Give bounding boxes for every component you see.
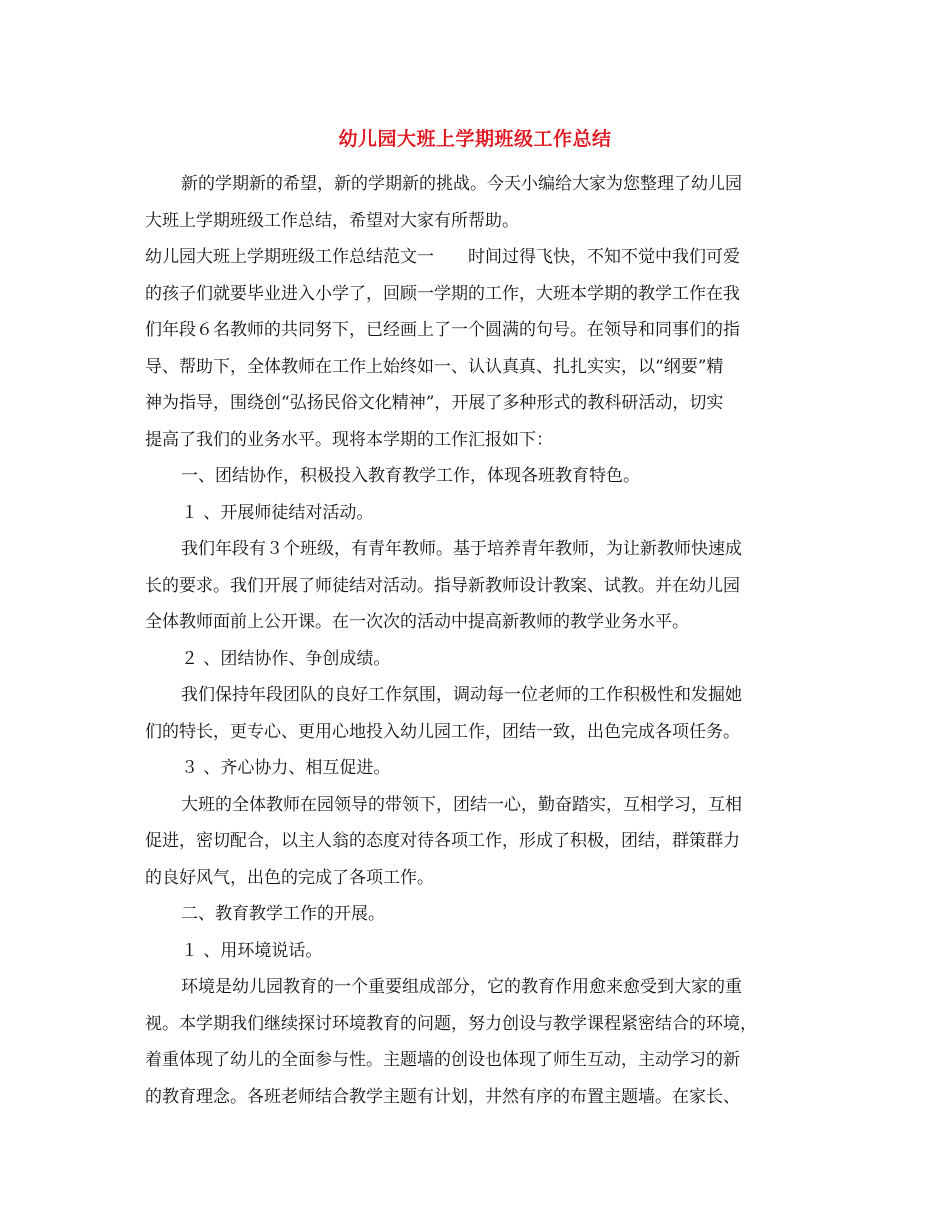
body-line: 大班上学期班级工作总结，希望对大家有所帮助。 — [145, 210, 519, 231]
document-title: 幼儿园大班上学期班级工作总结 — [338, 128, 612, 150]
body-line: 的良好风气，出色的完成了各项工作。 — [145, 867, 434, 888]
body-line: 大班的全体教师在园领导的带领下，团结一心，勤奋踏实，互相学习，互相 — [181, 794, 742, 815]
subsection-heading: ３ 、齐心协力、相互促进。 — [181, 758, 391, 778]
document-body — [145, 166, 810, 1115]
body-line: 的教育理念。各班老师结合教学主题有计划，井然有序的布置主题墙。在家长、 — [145, 1086, 740, 1107]
body-line: 环境是幼儿园教育的一个重要组成部分，它的教育作用愈来愈受到大家的重 — [181, 977, 742, 997]
body-line: 新的学期新的希望，新的学期新的挑战。今天小编给大家为您整理了幼儿园 — [181, 174, 742, 194]
body-line: 幼儿园大班上学期班级工作总结范文一 时间过得飞快，不知不觉中我们可爱 — [145, 247, 740, 267]
body-line: 视。本学期我们继续探讨环境教育的问题，努力创设与教学课程紧密结合的环境， — [145, 1013, 757, 1034]
body-line: 提高了我们的业务水平。现将本学期的工作汇报如下： — [145, 429, 553, 450]
body-line: 我们年段有３个班级，有青年教师。基于培养青年教师，为让新教师快速成 — [181, 539, 742, 559]
body-line: 们年段６名教师的共同努下，已经画上了一个圆满的句号。在领导和同事们的指 — [145, 320, 740, 340]
body-line: 着重体现了幼儿的全面参与性。主题墙的创设也体现了师生互动，主动学习的新 — [145, 1050, 740, 1070]
body-line: 的孩子们就要毕业进入小学了，回顾一学期的工作，大班本学期的教学工作在我 — [145, 283, 740, 304]
body-line: 促进，密切配合，以主人翁的态度对待各项工作，形成了积极，团结，群策群力 — [145, 831, 740, 851]
body-line: 导、帮助下，全体教师在工作上始终如一、认认真真、扎扎实实，以“纲要”精 — [145, 356, 724, 377]
body-line: 们的特长，更专心、更用心地投入幼儿园工作，团结一致，出色完成各项任务。 — [145, 721, 740, 742]
body-line: 神为指导，围绕创“弘扬民俗文化精神”，开展了多种形式的教科研活动，切实 — [145, 393, 724, 413]
body-line: 全体教师面前上公开课。在一次次的活动中提高新教师的教学业务水平。 — [145, 612, 689, 632]
subsection-heading: １ 、开展师徒结对活动。 — [181, 502, 374, 523]
subsection-heading: ２ 、团结协作、争创成绩。 — [181, 648, 391, 669]
subsection-heading: １ 、用环境说话。 — [181, 940, 323, 961]
body-line: 我们保持年段团队的良好工作氛围，调动每一位老师的工作积极性和发掘她 — [181, 685, 742, 705]
body-line: 长的要求。我们开展了师徒结对活动。指导新教师设计教案、试教。并在幼儿园 — [145, 575, 740, 596]
section-heading: 二、教育教学工作的开展。 — [181, 904, 385, 924]
section-heading: 一、团结协作，积极投入教育教学工作，体现各班教育特色。 — [181, 466, 640, 486]
